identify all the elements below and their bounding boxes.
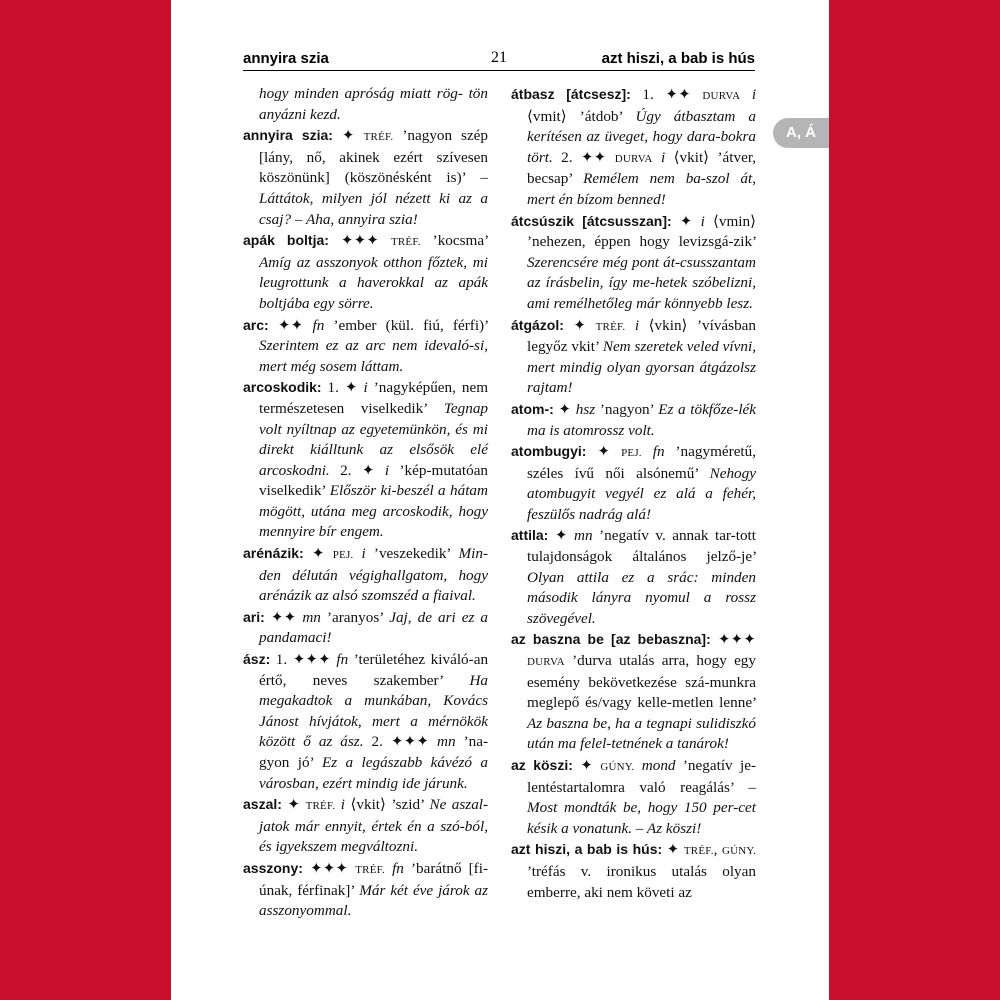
part-of-speech: i [384,461,390,479]
example: Amíg az asszonyok otthon főztek, mi leugrottunk a haverokkal az apák boltjába egy sörre. [259,253,488,312]
part-of-speech: mn [302,608,321,626]
sense-number: 1. [275,651,288,669]
definition: ’nagyméretű, széles ívű női alsónemű’ [527,443,757,482]
part-of-speech: fn [392,859,404,877]
headword: az baszna be [az bebaszna]: [511,631,711,648]
frequency-mark: ✦✦ [665,86,691,103]
example: Min-den délután végighallgatom, hogy arénázik az alsó szomszéd a fiaival. [259,545,489,605]
frequency-mark: ✦ [287,796,301,814]
example: Olyan attila ez a srác: minden második lányra nyomul a rossz szövegével. [527,568,756,627]
headword: átbasz [átcsesz]: [511,86,631,102]
frequency-mark: ✦✦ [270,608,297,626]
frequency-mark: ✦ [311,545,325,563]
example: Az baszna be, ha a tegnapi sulidiszkó után ma felel-tetnének a tanárok! [527,714,756,753]
part-of-speech: i [660,148,666,166]
style-label: PEJ. [332,549,354,562]
frequency-mark: ✦ [580,757,593,774]
style-label: DURVA [614,152,653,165]
frequency-mark: ✦ [679,212,693,230]
headword: ász: [243,651,271,668]
part-of-speech: mn [574,527,593,545]
entry-ari [243,607,488,649]
style-label: TRÉF. [595,320,626,333]
headword: apák boltja: [243,232,329,249]
entry-atcsuszik [511,211,756,315]
headword: az köszi: [511,757,573,773]
headword: ari: [243,608,265,625]
frequency-mark: ✦ [554,527,568,545]
entry-atgazol [511,315,756,399]
definition: ’kocsma’ [432,232,489,250]
header-first-word: annyira szia [243,50,329,67]
definition: ⟨vkit⟩ ’átver, becsap’ [527,148,757,188]
style-label: TRÉF. [683,845,714,858]
headword: annyira szia: [243,127,333,144]
definition: ⟨vkit⟩ ’szid’ [350,796,425,814]
headword: attila: [511,527,549,544]
entry-asszony [243,858,488,922]
frequency-mark: ✦ [341,127,355,145]
frequency-mark: ✦ [573,316,587,334]
headword: arcoskodik: [243,379,322,396]
headword: átcsúszik [átcsusszan]: [511,212,672,229]
definition: ’nagyképűen, nem természetesen viselkedik’ [259,379,489,417]
entry-arc [243,315,488,378]
style-label: GÚNY. [600,761,635,773]
entry-attila [511,525,756,629]
entry-apak-boltja [243,230,488,314]
example: Szerintem ez az arc nem idevaló-si, mert még sosem láttam. [259,337,488,375]
example: Szerencsére még pont át-csusszantam az írásbelin, így me-hetek szóbelizni, ami remélhetőleg már könnyebb lesz. [527,253,756,312]
style-label: TRÉF. [355,863,385,876]
style-label: TRÉF. [363,131,394,144]
part-of-speech: fn [652,443,665,461]
definition: ⟨vkin⟩ ’vívásban legyőz vkit’ [527,316,757,356]
part-of-speech: mn [437,733,456,751]
example: Remélem nem ba-szol át, mert én bízom benned! [527,170,757,208]
part-of-speech: i [751,86,757,103]
entry-az-koszi [511,755,756,839]
definition: ’területéhez kiváló-an értő, neves szakember’ [259,651,489,689]
example: Láttátok, milyen jól nézett ki az a csaj? – Aha, annyira szia! [259,189,488,228]
style-label: TRÉF. [390,236,421,249]
example: Már két éve járok az asszonyommal. [259,881,489,920]
frequency-mark: ✦ [361,461,375,479]
example: Ha megakadtok a munkában, Kovács Jánost hívjátok, mert a mérnökök között ő az ász. [259,671,488,751]
style-label: PEJ. [621,447,642,460]
example: Ne aszal-jatok már ennyit, értek én a szó-ból, és igyekszem megváltozni. [259,796,489,856]
definition: ’nagyon szép [lány, nő, akinek ezért szívesen köszönünk] (köszönésként is)’ – [259,127,489,187]
entry-annyira-szia [243,125,488,230]
sense-number: 1. [642,86,654,103]
sense-number: 1. [327,379,339,397]
part-of-speech: mond [641,757,676,774]
headword: arénázik: [243,545,304,562]
frequency-mark: ✦✦✦ [292,651,331,669]
example: Ez a legászabb kávézó a városban, ezért mindig ide járunk. [259,754,488,792]
frequency-mark: ✦✦✦ [390,733,430,751]
frequency-mark: ✦✦✦ [309,859,349,877]
example: Tegnap volt nyíltnap az egyetemünkön, és mi direkt kiálltunk az elsősök elé arcoskodni. [259,399,489,479]
part-of-speech: i [363,379,368,397]
definition: ’nagyon’ [599,400,654,418]
entry-atombugyi [511,441,756,525]
sense-number: 2. [340,461,352,479]
example: Először ki-beszél a hátam mögött, utána meg arcoskodik, hogy mennyire bír engem. [259,482,488,541]
headword: aszal: [243,796,282,813]
headword: asszony: [243,859,303,876]
part-of-speech: fn [336,651,349,669]
entry-atom [511,399,756,441]
sense-number: 2. [561,148,573,166]
example: Jaj, de ari ez a pandamaci! [259,608,489,647]
example: Nehogy atombugyit vegyél ez alá a fehér, feszülős nadrág alá! [527,464,756,523]
headword: atom-: [511,400,554,417]
example: Úgy átbasztam a kerítésen az üveget, hogy dara-bokra tört. [527,107,756,166]
style-label: TRÉF. [305,800,336,813]
definition: ’negatív je-lentéstartalomra való reagálás’ – [527,757,756,796]
entry-aszal [243,794,488,858]
style-label: DURVA [702,90,741,102]
sense-number: 2. [371,733,383,751]
part-of-speech: i [340,796,346,814]
definition: ’aranyos’ [326,608,384,626]
entry-asz [243,649,488,794]
frequency-mark: ✦ [558,400,572,418]
running-header [243,48,755,71]
definition: ’kép-mutatóan viselkedik’ [259,461,489,500]
left-column [243,84,488,922]
frequency-mark: ✦ [666,841,680,859]
frequency-mark: ✦✦ [277,316,304,334]
part-of-speech: i [634,316,640,334]
page-number: 21 [491,49,507,66]
example: Nem szeretek veled vívni, mert mindig olyan gyorsan átgázolsz rajtam! [527,338,756,397]
right-column [511,84,756,903]
headword: atombugyi: [511,443,587,460]
entry-atbasz [511,84,756,211]
definition: ’tréfás v. ironikus utalás olyan emberre, aki nem követi az [527,862,756,901]
style-label: GÚNY. [721,845,757,858]
example: Most mondták be, hogy 150 per-cet késik a vonatunk. – Az köszi! [527,799,756,837]
headword: azt hiszi, a bab is hús: [511,841,663,858]
frequency-mark: ✦ [597,443,611,461]
definition: ’negatív v. annak tar-tott tulajdonságok általános jelző-je’ [527,527,756,566]
part-of-speech: hsz [575,400,596,418]
entry-arenazik [243,543,488,607]
definition: ’barátnő [fi-únak, férfinak]’ [259,859,489,899]
alphabet-thumb-tab: A, Á [773,118,829,148]
frequency-mark: ✦✦ [580,148,607,166]
part-of-speech: fn [312,316,325,334]
frequency-mark: ✦✦✦ [340,232,380,250]
headword: arc: [243,316,269,333]
entry-continuation: hogy minden apróság miatt rög- tön anyázni kezd. [259,85,488,123]
definition: ⟨vmin⟩ ’nehezen, éppen hogy levizsgá-zik’ [527,212,757,251]
definition: ’na-gyon jó’ [259,733,489,771]
style-label: DURVA [527,656,565,669]
definition: ’ember (kül. fiú, férfi)’ [333,316,489,334]
definition: ’veszekedik’ [373,545,451,563]
definition: ’durva utalás arra, hogy egy esemény bekövetkezése szá-munkra meglepő és/vagy kelle-metlen lenne’ [527,652,756,712]
entry-az-baszna-be [511,629,756,755]
frequency-mark: ✦✦✦ [717,631,757,649]
frequency-mark: ✦ [344,379,358,397]
part-of-speech: i [700,212,705,230]
dictionary-page [171,0,829,1000]
header-last-word: azt hiszi, a bab is hús [601,50,755,67]
part-of-speech: i [361,545,366,563]
entry-arcoskodik [243,377,488,543]
definition: ⟨vmit⟩ ’átdob’ [527,107,623,125]
example: Ez a tökfőze-lék ma is atomrossz volt. [527,400,757,439]
headword: átgázol: [511,316,564,333]
entry-azt-hiszi: azt hiszi, a bab is hús: ✦ TRÉF., GÚNY. ’tréfás v. ironikus utalás olyan emberre, aki nem követi az [511,841,757,901]
